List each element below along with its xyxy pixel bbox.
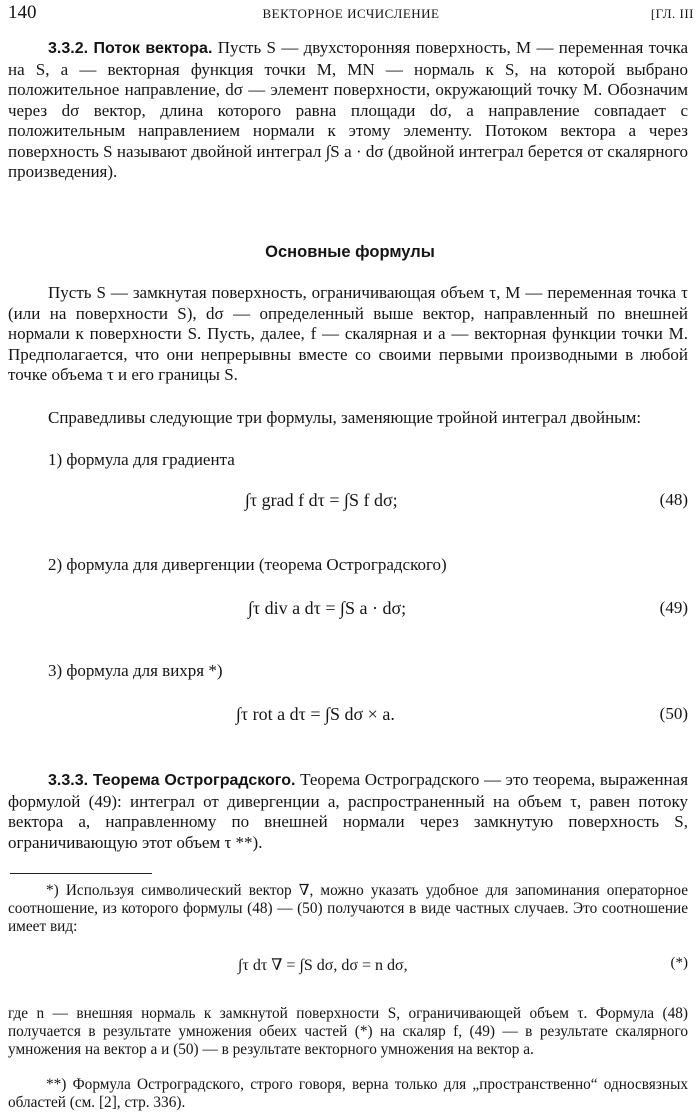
footnote-2: **) Формула Остроградского, строго говоря, верна только для „пространственно“ односвязных областей (см. [2], стр. 336). — [8, 1076, 688, 1111]
section-332-paragraph — [8, 38, 688, 183]
footnote-formula-body: ∫τ dτ ∇ = ∫S dσ, dσ = n dσ, — [238, 957, 408, 974]
section-332-title: 3.3.2. Поток вектора. — [48, 40, 213, 57]
item-1-label: 1) формула для градиента — [48, 450, 235, 469]
formula-49-number: (49) — [659, 598, 688, 617]
formula-48-body: ∫τ grad f dτ = ∫S f dσ; — [245, 490, 398, 510]
formula-49-body: ∫τ div a dτ = ∫S a · dσ; — [248, 598, 407, 618]
basics-paragraph-2: Справедливы следующие три формулы, заменяющие тройной интеграл двойным: — [48, 408, 642, 427]
footnote-rule — [10, 873, 152, 874]
formula-50-number: (50) — [659, 704, 688, 723]
section-333-text: Теорема Остроградского — это теорема, выраженная формулой (49): интеграл от дивергенции a, распространенный на объем τ, равен потоку вектора a, направленному по внешней нормали через замкнутую поверхность S, ограничивающую этот объем τ **). — [8, 770, 689, 852]
formula-50 — [0, 692, 700, 750]
formula-50-body: ∫τ rot a dτ = ∫S dσ × a. — [236, 704, 395, 724]
section-333-paragraph — [8, 770, 688, 853]
footnote-formula — [0, 943, 700, 1001]
footnote-1-continuation: где n — внешняя нормаль к замкнутой поверхности S, ограничивающей объем τ. Формула (48) получается в результате умножения обеих частей (*) на скаляр f, (49) — в результате скалярного умножения на вектор a и (50) — в результате векторного умножения на вектор a. — [8, 1005, 688, 1058]
subheading: Основные формулы — [265, 243, 435, 261]
footnote-formula-number: (*) — [670, 955, 688, 971]
formula-48-number: (48) — [659, 490, 688, 509]
item-2-label: 2) формула для дивергенции (теорема Остроградского) — [48, 555, 447, 574]
basics-paragraph-1: Пусть S — замкнутая поверхность, ограничивающая объем τ, M — переменная точка τ (или на поверхности S), dσ — определенный выше вектор, направленный по внешней нормали к поверхности S. Пусть, далее, f — скалярная и a — векторная функции точки M. Предполагается, что они непрерывны вместе со своими первыми производными в любой точке объема τ и его границы S. — [8, 283, 688, 384]
item-3-label: 3) формула для вихря *) — [48, 661, 223, 680]
section-333-title: 3.3.3. Теорема Остроградского. — [48, 772, 296, 789]
page-number: 140 — [8, 2, 37, 23]
footnote-1: *) Используя символический вектор ∇, можно указать удобное для запоминания операторное соотношение, из которого формулы (48) — (50) получаются в виде частных случаев. Это соотношение имеет вид: — [8, 882, 688, 935]
formula-49 — [0, 586, 700, 644]
running-header — [8, 2, 694, 26]
chapter-marker: [ГЛ. III — [650, 6, 694, 21]
section-332-text: Пусть S — двухсторонняя поверхность, M — переменная точка на S, a — векторная функция точки M, MN — нормаль к S, на которой выбрано положительное направление, dσ — элемент поверхности, окружающий точку M. Обозначим через dσ вектор, длина которого равна площади dσ, а направление совпадает с положительным направлением нормали к этому элементу. Потоком вектора a через поверхность S называют двойной интеграл ∫S a · dσ (двойной интеграл берется от скалярного произведения). — [8, 38, 689, 181]
formula-48 — [0, 478, 700, 536]
running-title: ВЕКТОРНОЕ ИСЧИСЛЕНИЕ — [262, 6, 440, 21]
